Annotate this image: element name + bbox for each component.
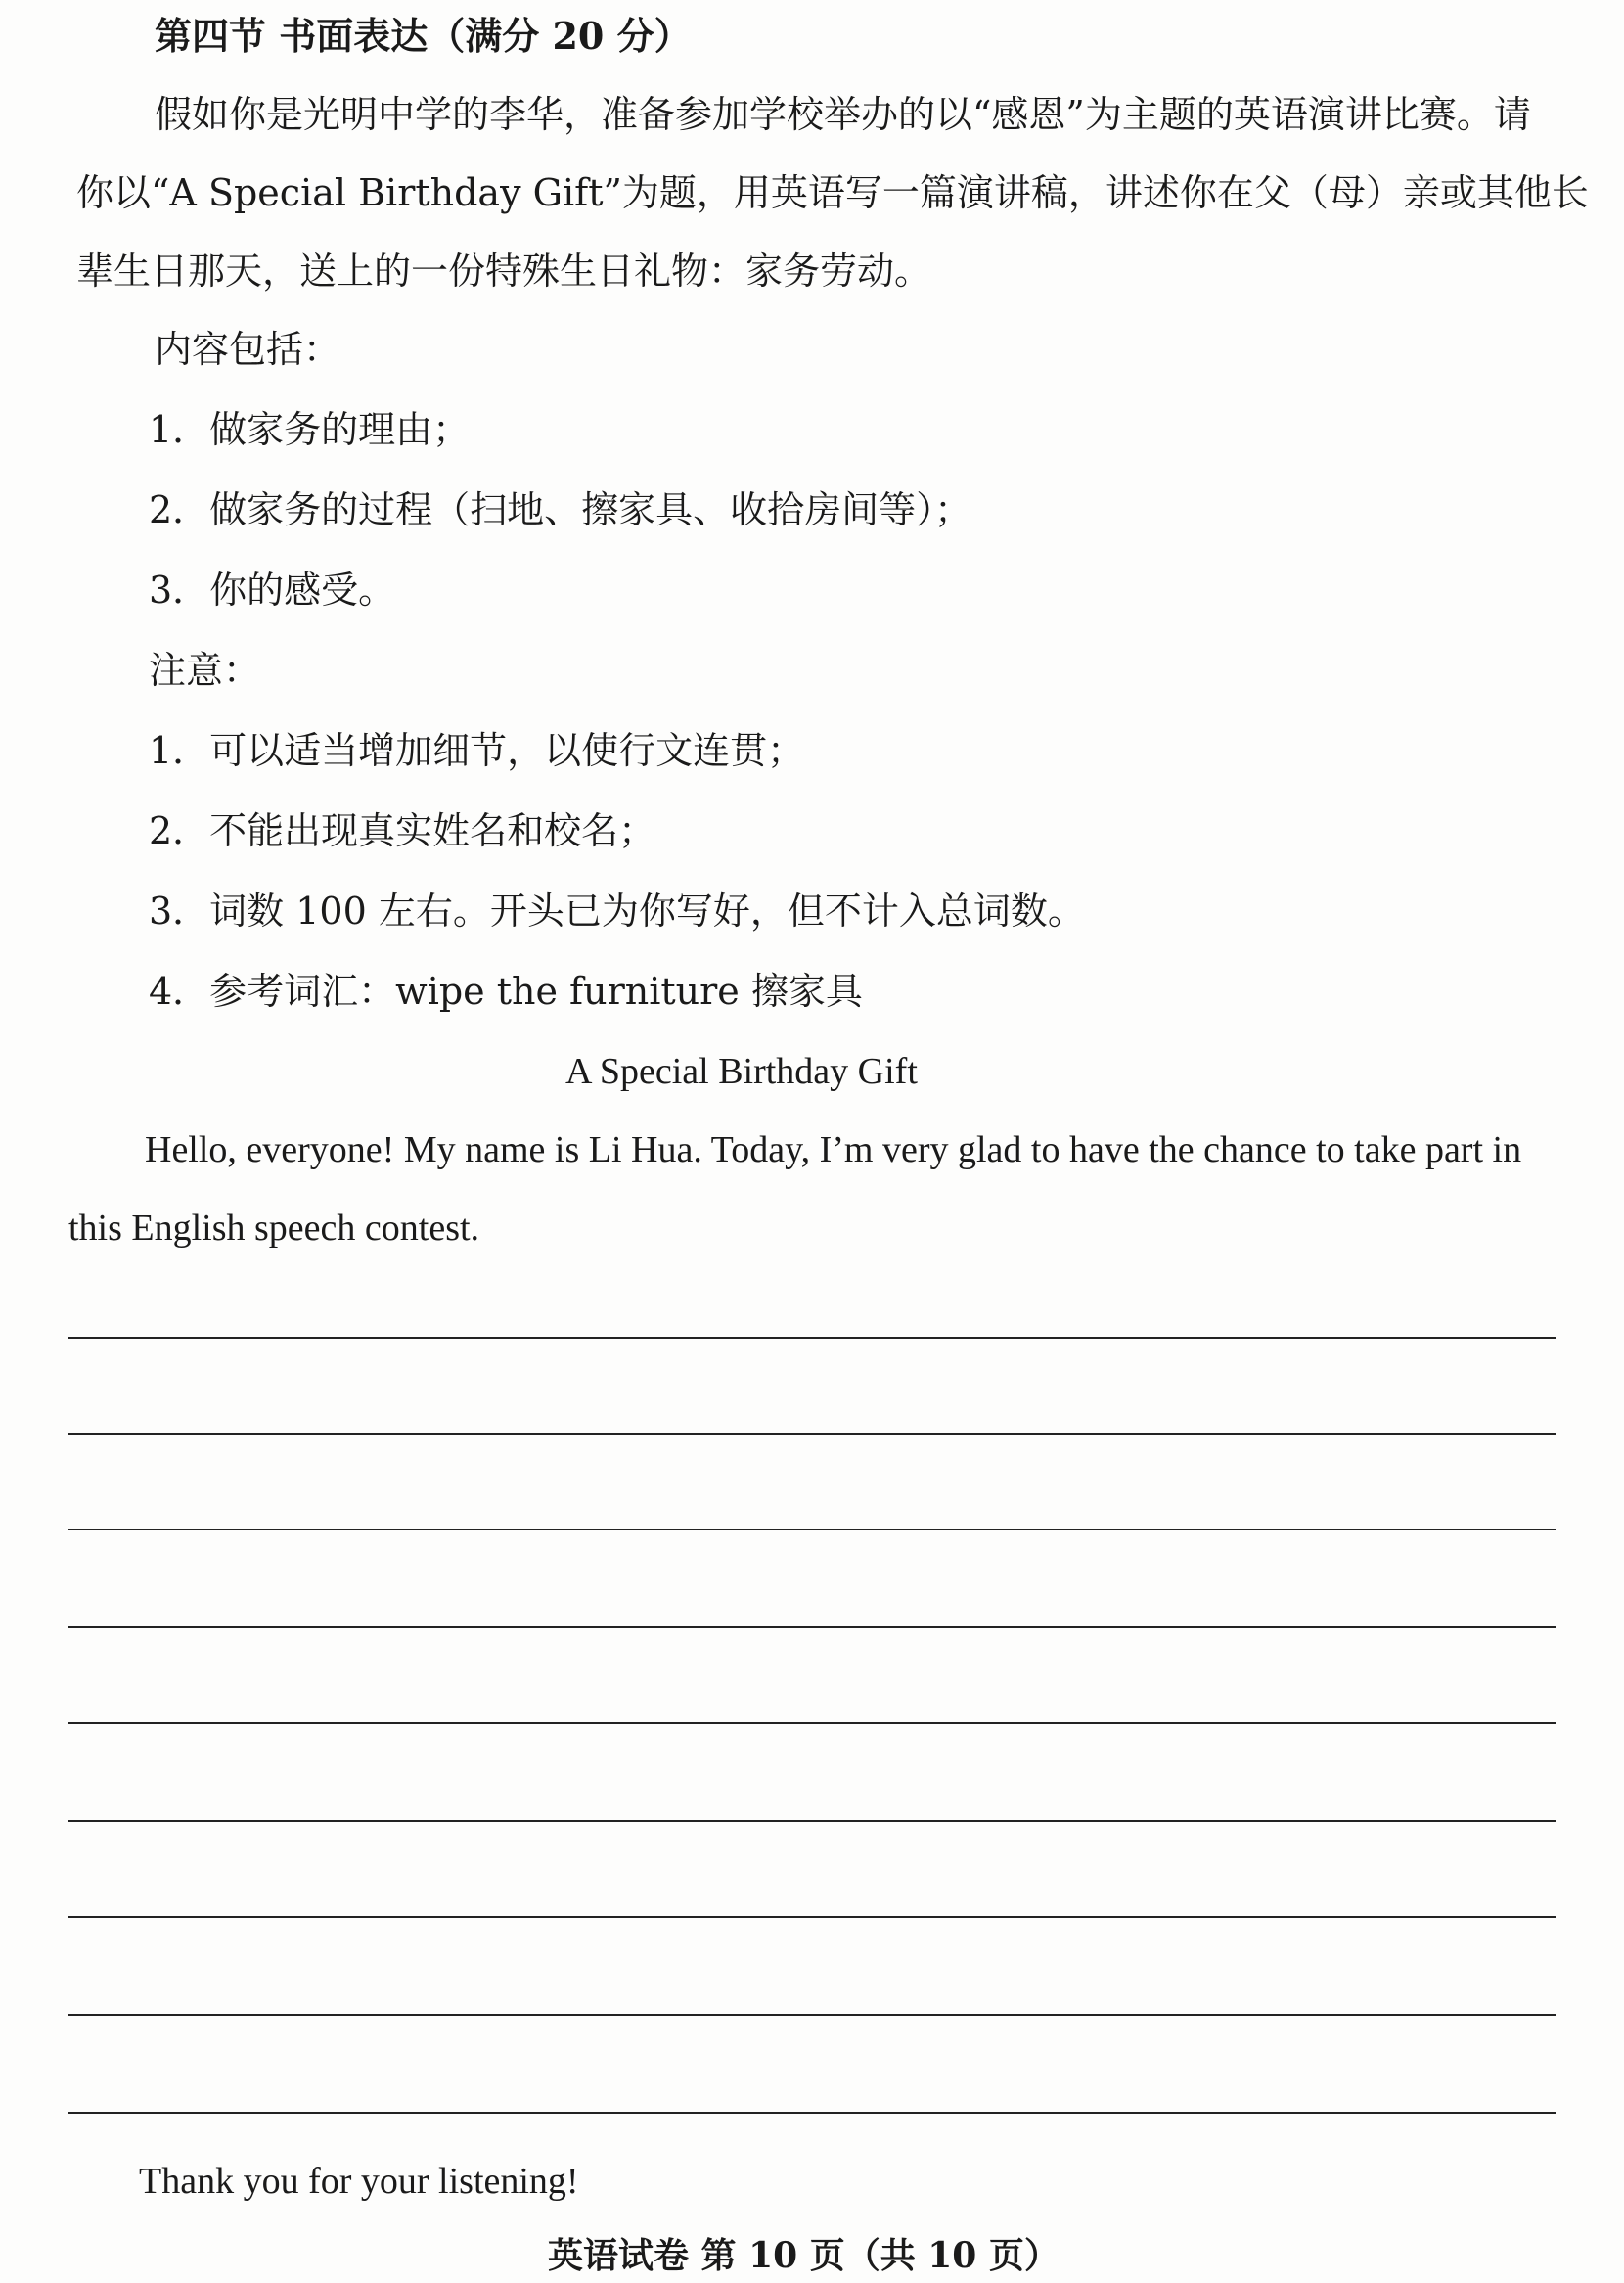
notes-item-2: 2．不能出现真实姓名和校名； — [149, 809, 656, 852]
notes-item-1: 1．可以适当增加细节，以使行文连贯； — [149, 729, 805, 772]
notes-label: 注意： — [149, 649, 261, 692]
page-footer: 英语试卷 第 10 页（共 10 页） — [548, 2235, 1060, 2276]
essay-title: A Special Birthday Gift — [565, 1051, 918, 1092]
answer-line — [68, 1337, 1556, 1339]
essay-opening-line-2: this English speech contest. — [68, 1208, 480, 1249]
notes-item-3: 3．词数 100 左右。开头已为你写好，但不计入总词数。 — [149, 890, 1085, 933]
answer-line — [68, 1916, 1556, 1918]
prompt-line-1: 假如你是光明中学的李华，准备参加学校举办的以“感恩”为主题的英语演讲比赛。请 — [155, 93, 1531, 136]
answer-line — [68, 1626, 1556, 1628]
essay-opening-line-1: Hello, everyone! My name is Li Hua. Today, I’m very glad to have the chance to take part in — [145, 1129, 1522, 1170]
content-item-2: 2．做家务的过程（扫地、擦家具、收拾房间等）； — [149, 488, 972, 531]
answer-line — [68, 1529, 1556, 1530]
essay-closing: Thank you for your listening! — [139, 2161, 579, 2202]
content-item-1: 1．做家务的理由； — [149, 408, 471, 451]
section-heading: 第四节 书面表达（满分 20 分） — [155, 14, 692, 58]
answer-line — [68, 2112, 1556, 2114]
answer-line — [68, 1433, 1556, 1435]
answer-line — [68, 1820, 1556, 1822]
notes-item-4: 4．参考词汇：wipe the furniture 擦家具 — [149, 970, 863, 1013]
content-item-3: 3．你的感受。 — [149, 569, 396, 612]
answer-line — [68, 2014, 1556, 2016]
content-label: 内容包括： — [155, 328, 341, 371]
prompt-line-2: 你以“A Special Birthday Gift”为题，用英语写一篇演讲稿，讲述你在父（母）亲或其他长 — [76, 171, 1589, 214]
prompt-line-3: 辈生日那天，送上的一份特殊生日礼物：家务劳动。 — [76, 250, 932, 293]
answer-line — [68, 1722, 1556, 1724]
